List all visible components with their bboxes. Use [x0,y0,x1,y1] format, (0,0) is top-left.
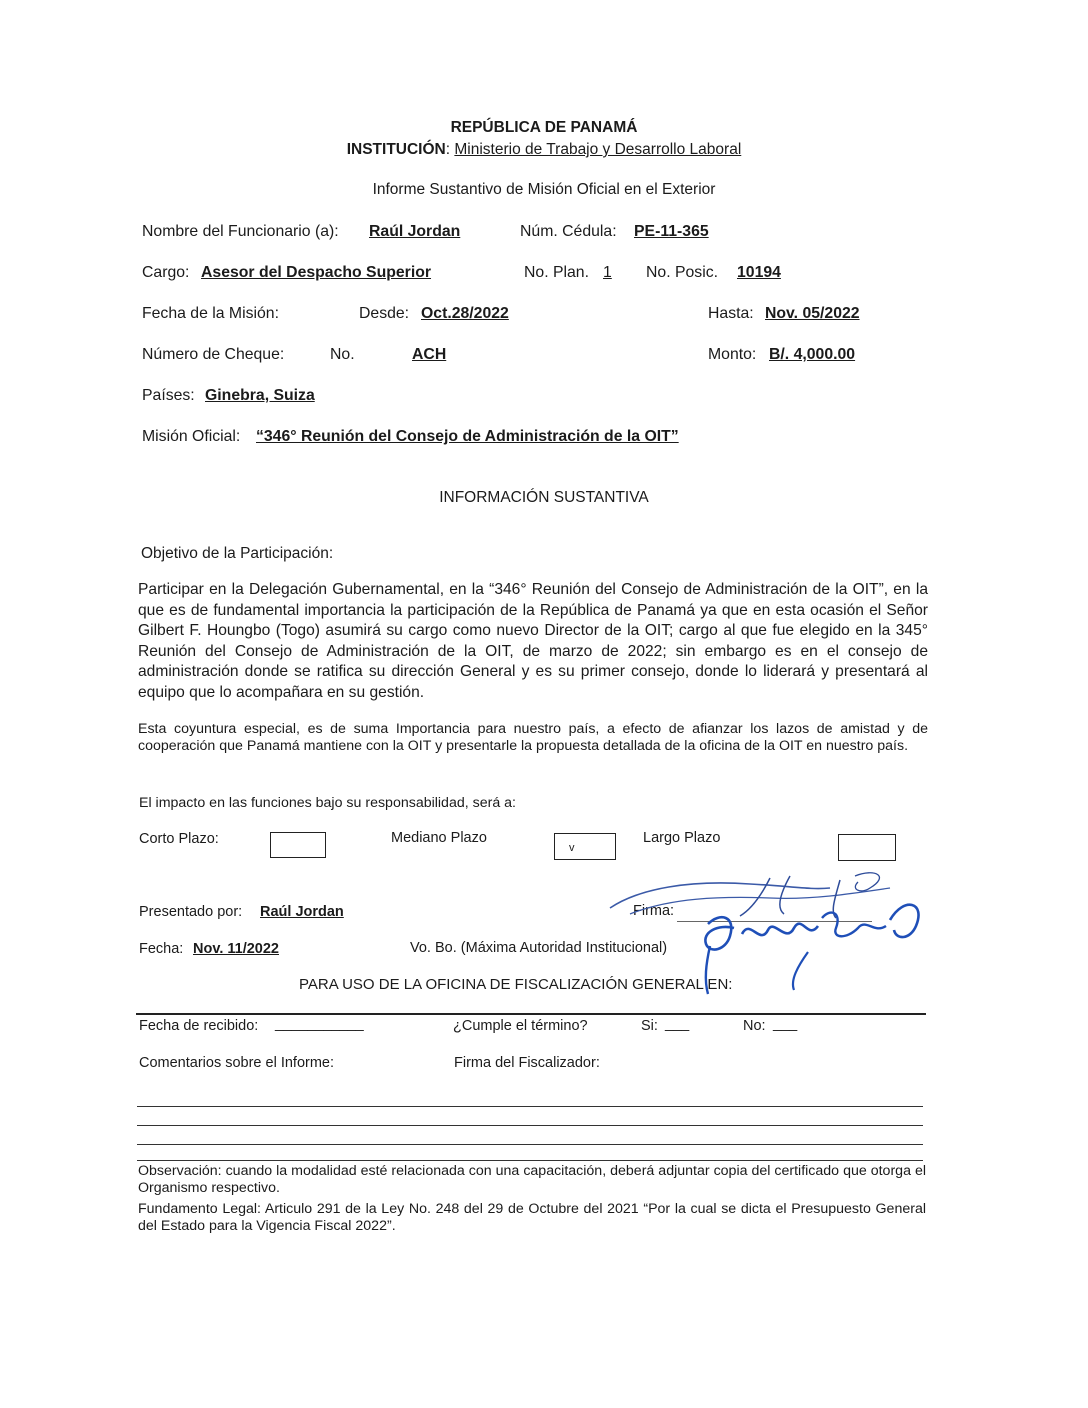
coyuntura-paragraph: Esta coyuntura especial, es de suma Importancia para nuestro país, a efecto de afianzar los lazos de amistad y de cooperación que Panamá mantiene con la OIT y presentarle la propuesta detallada de la oficina de la OIT en nuestro país. [138,721,928,754]
objetivo-label: Objetivo de la Participación: [141,545,334,562]
institution-colon: : [445,141,451,158]
plan-value: 1 [603,264,612,281]
report-title: Informe Sustantivo de Misión Oficial en el Exterior [372,181,716,198]
fecha-label: Fecha: [139,941,184,957]
mediano-check-mark: v [569,842,575,854]
observacion-note: Observación: cuando la modalidad esté relacionada con una capacitación, deberá adjuntar copia del certificado que otorga el Organismo respectivo. [138,1163,926,1196]
posic-label: No. Posic. [646,264,718,281]
monto-value: B/. 4,000.00 [769,346,856,363]
si-blank[interactable]: ___ [665,1016,690,1032]
hasta-value: Nov. 05/2022 [765,305,860,322]
posic-value: 10194 [737,264,781,281]
fecha-value: Nov. 11/2022 [193,941,279,957]
si-label: Si: [641,1018,658,1034]
objetivo-paragraph: Participar en la Delegación Gubernamental, en la “346° Reunión del Consejo de Administración de la OIT”, en la que es de fundamental importancia la participación de la República de Panamá ya que en esta ocasión el Señor Gilbert F. Houngbo (Togo) asumirá su cargo como nuevo Director de la OIT; cargo al que fue elegido en la 345° Reunión del Consejo de Administración de la OIT, de marzo de 2022; sin embargo es en el consejo de administración donde se ratifica su dirección General y es su primer consejo, donde lo liderará y presentará al equipo que lo acompañara en su gestión. [138,581,928,701]
footer-divider [137,1160,923,1161]
sustantiva-heading: INFORMACIÓN SUSTANTIVA [439,489,649,506]
institution-name: Ministerio de Trabajo y Desarrollo Laboral [454,141,742,158]
cargo-value: Asesor del Despacho Superior [201,264,432,281]
cheque-no-label: No. [330,346,355,363]
desde-value: Oct.28/2022 [421,305,509,322]
name-label: Nombre del Funcionario (a): [142,223,339,240]
corto-plazo-label: Corto Plazo: [139,831,219,847]
cargo-label: Cargo: [142,264,190,281]
section-divider [136,1013,926,1015]
largo-plazo-label: Largo Plazo [643,830,721,846]
cedula-label: Núm. Cédula: [520,223,617,240]
mision-label: Misión Oficial: [142,428,241,445]
institution-label: INSTITUCIÓN [346,141,446,158]
institution-line [0,141,1088,159]
cheque-value: ACH [412,346,447,363]
mission-date-label: Fecha de la Misión: [142,305,279,322]
comentarios-label: Comentarios sobre el Informe: [139,1055,335,1071]
corto-plazo-checkbox[interactable] [270,832,326,858]
recibido-blank[interactable]: ___________ [275,1016,364,1032]
mision-value: “346° Reunión del Consejo de Administración de la OIT” [256,428,679,445]
largo-plazo-checkbox[interactable] [838,834,896,861]
cheque-label: Número de Cheque: [142,346,285,363]
no-blank[interactable]: ___ [773,1016,798,1032]
desde-label: Desde: [359,305,410,322]
no-label: No: [743,1018,766,1034]
impacto-label: El impacto en las funciones bajo su responsabilidad, será a: [139,795,516,811]
presentado-value: Raúl Jordan [260,904,344,920]
comment-line-2[interactable] [137,1125,923,1126]
mediano-plazo-label: Mediano Plazo [391,830,487,846]
firma-fiscalizador-label: Firma del Fiscalizador: [454,1055,600,1071]
comment-line-1[interactable] [137,1106,923,1107]
paises-value: Ginebra, Suiza [205,387,315,404]
firma-line [677,921,872,922]
plan-label: No. Plan. [524,264,589,281]
firma-label: Firma: [633,903,675,919]
fiscalizacion-heading: PARA USO DE LA OFICINA DE FISCALIZACIÓN GENERAL EN: [299,976,733,993]
fundamento-note: Fundamento Legal: Articulo 291 de la Ley No. 248 del 29 de Octubre del 2021 “Por la cual se dicta el Presupuesto General del Estado para la Vigencia Fiscal 2022”. [138,1201,926,1234]
presentado-label: Presentado por: [139,904,243,920]
cedula-value: PE-11-365 [634,223,709,240]
vobo-label: Vo. Bo. (Máxima Autoridad Institucional) [410,940,668,956]
republic-title: REPÚBLICA DE PANAMÁ [450,119,638,136]
official-name: Raúl Jordan [369,223,461,240]
hasta-label: Hasta: [708,305,754,322]
monto-label: Monto: [708,346,757,363]
paises-label: Países: [142,387,195,404]
cumple-label: ¿Cumple el término? [453,1018,588,1034]
recibido-label: Fecha de recibido: [139,1018,259,1034]
mediano-plazo-checkbox[interactable] [554,833,616,860]
comment-line-3[interactable] [137,1144,923,1145]
